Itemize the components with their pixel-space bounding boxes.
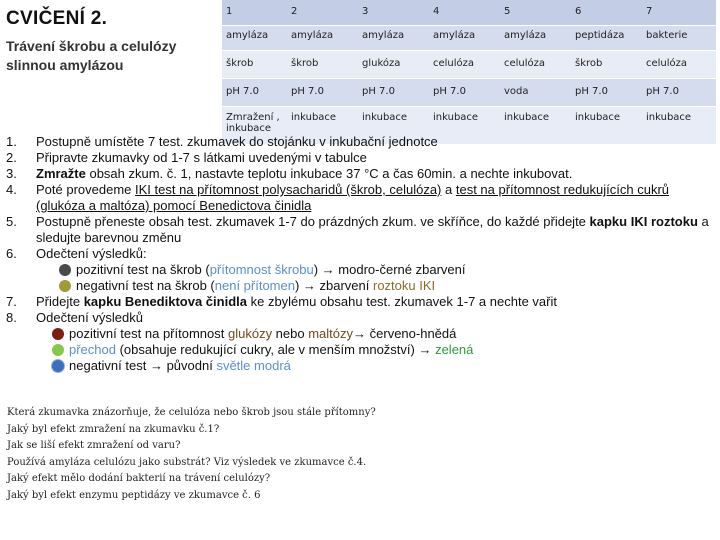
question-item: Jaký byl efekt zmražení na zkumavku č.1?: [7, 423, 220, 435]
list-item: [4, 150, 716, 166]
table-cell: 7: [642, 0, 716, 26]
table-cell: inkubace: [429, 107, 500, 145]
bullet-icon: [59, 280, 71, 292]
step-text-part: Poté provedeme: [36, 182, 136, 197]
table-cell: inkubace: [500, 107, 571, 145]
question-item: Jaký byl efekt enzymu peptidázy ve zkumavce č. 6: [7, 489, 261, 501]
list-item: [4, 294, 716, 310]
question-item: Která zkumavka znázorňuje, že celulóza nebo škrob jsou stále přítomny?: [7, 407, 376, 418]
result-text: přechod (obsahuje redukující cukry, ale v menším množství) → zelená: [69, 342, 474, 357]
bullet-icon: [52, 344, 64, 356]
step-text-part: Postupně přeneste obsah test. zkumavek 1-7 do prázdných zkum. ve skříňce, do každé přidejte: [36, 214, 590, 229]
table-cell: škrob: [571, 51, 642, 79]
result-text: pozitivní test na přítomnost glukózy nebo maltózy→ červeno-hnědá: [69, 326, 457, 341]
question-item: Používá amyláza celulózu jako substrát? Viz výsledek ve zkumavce č.4.: [7, 456, 367, 468]
step-text-part: obsah zkum. č. 1, nastavte teplotu inkubace 37 °C a čas 60min. a nechte inkubovat.: [85, 166, 573, 181]
table-cell: pH 7.0: [222, 79, 287, 107]
experiment-table: [222, 0, 716, 145]
table-row: [222, 26, 716, 51]
result-text: pozitivní test na škrob (přítomnost škrobu) → modro-černé zbarvení: [76, 262, 466, 277]
table-cell: 3: [358, 0, 429, 26]
step-number: 4.: [6, 182, 17, 197]
step-text-part: a sledujte barevnou změnu: [36, 214, 709, 245]
table-cell: peptidáza: [571, 26, 642, 51]
benedict-test-link-text: test na přítomnost redukujících cukrů (glukóza a maltóza) pomocí Benedictova činidla: [36, 182, 670, 213]
table-cell: amyláza: [429, 26, 500, 51]
step-emphasis: kapku Benediktova činidla: [83, 294, 247, 309]
table-row: [222, 79, 716, 107]
table-cell: celulóza: [500, 51, 571, 79]
table-cell: glukóza: [358, 51, 429, 79]
result-item: [4, 262, 716, 278]
step-text: Připravte zkumavky od 1-7 s látkami uvedenými v tabulce: [36, 150, 367, 165]
step-emphasis: kapku IKI roztoku: [589, 214, 698, 229]
list-item: [4, 182, 716, 214]
procedure-list: [4, 134, 716, 374]
result-item: [4, 326, 716, 342]
step-text: Přidejte kapku Benediktova činidla ke zbylému obsahu test. zkumavek 1-7 a nechte vařit: [36, 294, 557, 309]
table-cell: voda: [500, 79, 571, 107]
step-text: [36, 166, 716, 182]
question-list: [7, 405, 376, 505]
table-cell: 2: [287, 0, 358, 26]
table-row: [222, 51, 716, 79]
step-text: [36, 214, 716, 246]
result-item: [4, 342, 716, 358]
step-number: 8.: [6, 310, 17, 325]
table-cell: amyláza: [500, 26, 571, 51]
list-item: [4, 166, 716, 182]
result-item: [4, 278, 716, 294]
table-cell: pH 7.0: [571, 79, 642, 107]
step-text: Postupně umístěte 7 test. zkumavek do stojánku v inkubační jednotce: [36, 134, 438, 149]
table-cell: celulóza: [642, 51, 716, 79]
result-text: negativní test na škrob (není přítomen) → zbarvení roztoku IKI: [76, 278, 436, 293]
bullet-icon: [59, 264, 71, 276]
table-cell: inkubace: [571, 107, 642, 145]
question-item: Jak se liší efekt zmražení od varu?: [7, 440, 181, 452]
table-cell: amyláza: [358, 26, 429, 51]
page-title: CVIČENÍ 2.: [6, 8, 108, 29]
step-text: Odečtení výsledků: [36, 310, 143, 325]
table-cell: inkubace: [642, 107, 716, 145]
table-cell: pH 7.0: [642, 79, 716, 107]
table-cell: škrob: [222, 51, 287, 79]
table-row: [222, 0, 716, 26]
step-number: 2.: [6, 150, 17, 165]
table-cell: amyláza: [287, 26, 358, 51]
question-item: Jaký efekt mělo dodání bakterií na trávení celulózy?: [7, 473, 271, 485]
step-number: 7.: [6, 294, 17, 309]
table-cell: bakterie: [642, 26, 716, 51]
page-subtitle: Trávení škrobu a celulózy slinnou amylázou: [6, 38, 177, 73]
table-cell: pH 7.0: [429, 79, 500, 107]
table-cell: pH 7.0: [358, 79, 429, 107]
table-cell: 6: [571, 0, 642, 26]
step-emphasis: Zmražte: [36, 166, 86, 181]
step-text: Odečtení výsledků:: [36, 246, 147, 261]
table-cell: Zmražení , inkubace: [222, 107, 287, 145]
table-cell: 1: [222, 0, 287, 26]
table-cell: amyláza: [222, 26, 287, 51]
step-number: 6.: [6, 246, 17, 261]
step-number: 3.: [6, 166, 17, 181]
list-item: [4, 310, 716, 326]
list-item: [4, 246, 716, 262]
bullet-icon: [52, 328, 64, 340]
table-cell: inkubace: [358, 107, 429, 145]
step-number: 5.: [6, 214, 17, 229]
step-text: [36, 182, 716, 214]
table-cell: celulóza: [429, 51, 500, 79]
table-cell: inkubace: [287, 107, 358, 145]
step-text-part: a: [441, 182, 456, 197]
list-item: [4, 214, 716, 246]
iki-test-link-text: IKI test na přítomnost polysacharidů (škrob, celulóza): [135, 182, 442, 197]
table-cell: 4: [429, 0, 500, 26]
step-number: 1.: [6, 134, 17, 149]
result-text: negativní test → původní světle modrá: [69, 358, 291, 373]
table-cell: 5: [500, 0, 571, 26]
list-item: [4, 134, 716, 150]
table-cell: škrob: [287, 51, 358, 79]
result-item: [4, 358, 716, 374]
bullet-icon: [52, 360, 64, 372]
table-cell: pH 7.0: [287, 79, 358, 107]
